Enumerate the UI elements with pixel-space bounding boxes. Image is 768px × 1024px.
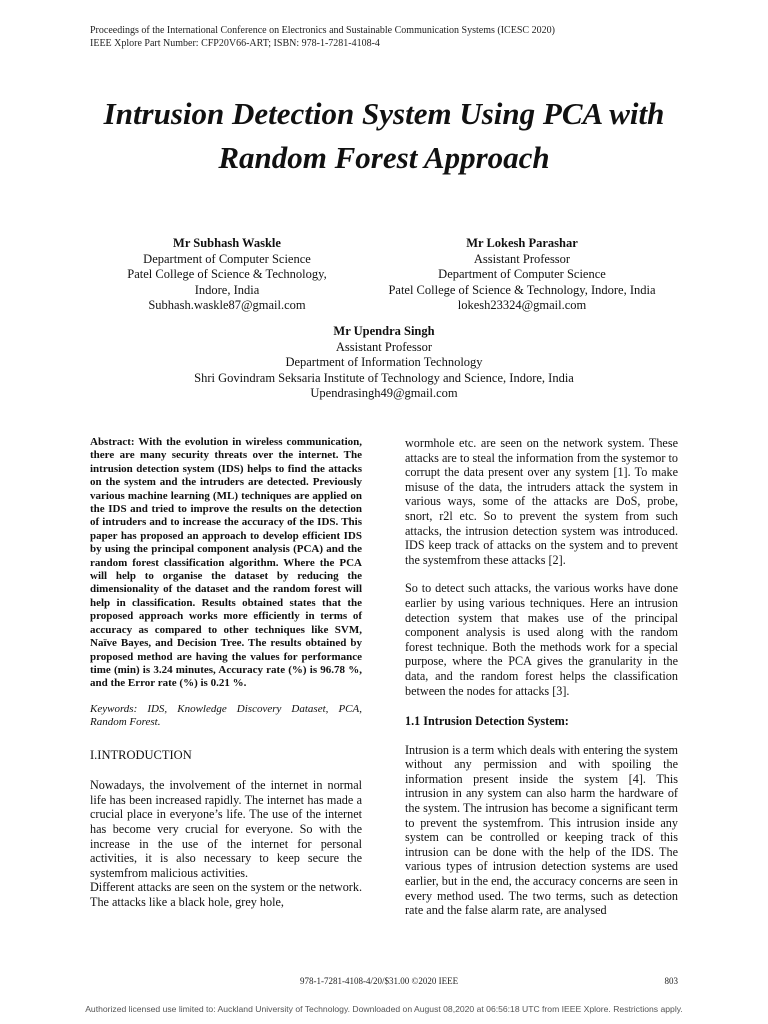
author-email: Upendrasingh49@gmail.com [310, 386, 458, 400]
author-affiliation: Department of Computer Science [143, 251, 311, 266]
right-column [405, 436, 678, 918]
author-affiliation: Patel College of Science & Technology, Indore, India [388, 282, 656, 297]
body-paragraph: Intrusion is a term which deals with entering the system without any permission and with spoiling the information present inside the system [4]. This intrusion in any system can also harm the hardware of the system. The intrusion has become a significant term to prevent the systemfrom. This intrusion inside any system can be controlled or keeping track of this intrusion can be done with the help of the IDS. The various types of intrusion detection systems are used earlier, but in the end, the accuracy concerns are seen in every method used. The two terms, such as detection rate and the false alarm rate, are analysed [405, 742, 678, 918]
footer-isbn: 978-1-7281-4108-4/20/$31.00 ©2020 IEEE [300, 976, 459, 986]
author-email: Subhash.waskle87@gmail.com [148, 298, 306, 312]
header-line-proceedings: Proceedings of the International Conference on Electronics and Sustainable Communication Systems (ICESC 2020) [90, 25, 555, 36]
body-paragraph: So to detect such attacks, the various works have done earlier by using various techniques. Here an intrusion detection system that makes use of the principal component analysis is used along with the random forest technique. Both the methods work for a special purpose, where the PCA gives the granularity in the data, and the random forest helps the classification between the nodes for attacks [3]. [405, 581, 678, 698]
paragraph-gap [405, 567, 678, 581]
page-number: 803 [664, 976, 678, 986]
conference-header [90, 24, 710, 50]
author-affiliation: Department of Information Technology [285, 355, 483, 369]
body-paragraph: wormhole etc. are seen on the network system. These attacks are to steal the information from the systemor to corrupt the data present over any system [1]. To make misuse of the data, the intruders attack the system in various ways, some of the attacks are DoS, probe, snort, r2l etc. So to prevent the system from such attacks, the intrusion detection system was introduced. IDS keep track of attacks on the system and to prevent the systemfrom these attacks [2]. [405, 436, 678, 567]
license-notice: Authorized licensed use limited to: Auckland University of Technology. Downloaded on August 08,2020 at 06:56:18 UTC from IEEE Xplore. Restrictions apply. [85, 1004, 683, 1014]
author-affiliation: Assistant Professor [335, 339, 433, 354]
paper-title [40, 92, 728, 180]
title-line-1: Intrusion Detection System Using PCA with [103, 96, 665, 131]
author-name: Mr Lokesh Parashar [466, 236, 578, 250]
subsection-heading: 1.1 Intrusion Detection System: [405, 714, 569, 729]
author-affiliation: Assistant Professor [473, 251, 571, 266]
author-block-2 [362, 236, 682, 314]
author-affiliation: Indore, India [194, 282, 260, 297]
author-affiliation: Shri Govindram Seksaria Institute of Technology and Science, Indore, India [194, 370, 574, 385]
author-name: Mr Subhash Waskle [173, 236, 281, 250]
author-email: lokesh23324@gmail.com [457, 298, 587, 312]
author-affiliation: Patel College of Science & Technology, [127, 267, 327, 281]
keywords: Keywords: IDS, Knowledge Discovery Dataset, PCA, Random Forest. [90, 702, 362, 729]
author-block-3 [140, 324, 628, 402]
section-heading-introduction: I.INTRODUCTION [90, 747, 192, 762]
left-column [90, 436, 362, 909]
author-block-1 [96, 236, 358, 314]
author-affiliation: Department of Computer Science [438, 267, 606, 281]
introduction-paragraph: Different attacks are seen on the system or the network. The attacks like a black hole, grey hole, [90, 880, 362, 909]
title-line-2: Random Forest Approach [218, 140, 550, 175]
introduction-paragraph: Nowadays, the involvement of the internet in normal life has been increased rapidly. The internet has made a crucial place in everyone’s life. The use of the internet has become very crucial for everyone. So with the increase in the use of the internet for personal activities, it is also necessary to keep secure the systemfrom malicious activities. [90, 778, 362, 880]
header-line-isbn: IEEE Xplore Part Number: CFP20V66-ART; ISBN: 978-1-7281-4108-4 [90, 38, 380, 49]
author-name: Mr Upendra Singh [333, 324, 435, 338]
abstract: Abstract: With the evolution in wireless communication, there are many security threats over the internet. The intrusion detection system (IDS) helps to find the attacks on the system and the intruders are detected. Previously various machine learning (ML) techniques are applied on the IDS and tried to improve the results on the detection of intruders and to increase the accuracy of the IDS. This paper has proposed an approach to develop efficient IDS by using the principal component analysis (PCA) and the random forest classification algorithm. Where the PCA will help to organise the dataset by reducing the dimensionality of the dataset and the random forest will help in classification. Results obtained states that the proposed approach works more efficiently in terms of accuracy as compared to other techniques like SVM, Naïve Bayes, and Decision Tree. The results obtained by proposed method are having the values for performance time (min) is 3.24 minutes, Accuracy rate (%) is 96.78 %, and the Error rate (%) is 0.21 %. [90, 436, 362, 690]
